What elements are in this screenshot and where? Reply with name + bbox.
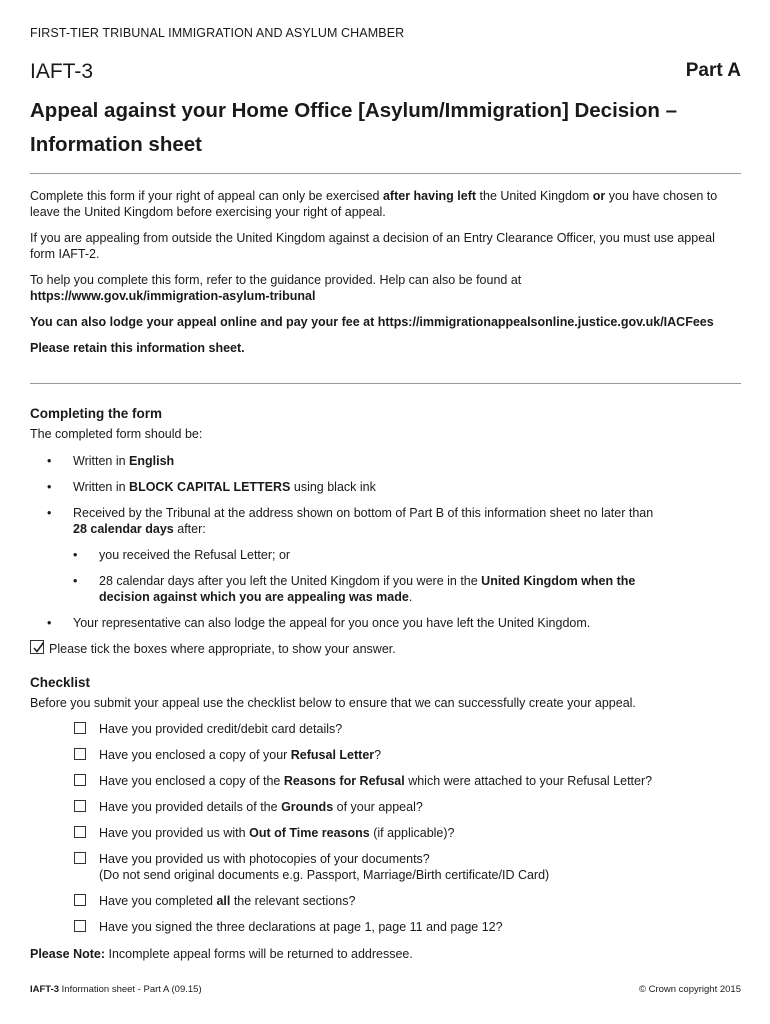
- checklist-item-out-of-time: [99, 825, 455, 841]
- bullet-2-marker: •: [47, 480, 52, 494]
- checklist-checkbox-grounds[interactable]: [74, 800, 86, 812]
- sub-bullet-1-text: you received the Refusal Letter; or: [99, 548, 291, 562]
- bullet-1-text: [73, 453, 174, 469]
- checklist-heading: Checklist: [30, 675, 91, 690]
- checklist-item-card-details: Have you provided credit/debit card details?: [99, 722, 343, 736]
- bullet-2-text-a: Written in: [73, 480, 130, 494]
- item5-text-a: Have you provided us with: [99, 826, 250, 840]
- bullet-2-bold: BLOCK CAPITAL LETTERS: [129, 480, 291, 494]
- intro-paragraph-1: [30, 188, 741, 220]
- footer-copyright: © Crown copyright 2015: [638, 984, 741, 995]
- intro-paragraph-2: If you are appealing from outside the United Kingdom against a decision of an Entry Clearance Officer, you must use appeal form IAFT-2.: [30, 231, 715, 261]
- guidance-link[interactable]: https://www.gov.uk/immigration-asylum-tribunal: [30, 289, 316, 303]
- intro-p1-bold-b: or: [592, 189, 606, 203]
- item3-bold: Reasons for Refusal: [283, 774, 405, 788]
- bullet-1-marker: •: [47, 454, 52, 468]
- completing-form-lead: The completed form should be:: [30, 427, 203, 441]
- intro-p1-text-a: Complete this form if your right of appeal can only be exercised: [30, 189, 383, 203]
- checklist-item-all-sections: [99, 893, 355, 909]
- intro-p1-text-c: you have chosen to leave the United Kingdom before exercising your right of appeal.: [30, 189, 718, 219]
- title-line-2: Information sheet: [30, 133, 202, 156]
- online-appeal-paragraph: You can also lodge your appeal online and pay your fee at https://immigrationappealsonline.justice.gov.uk/IACFees: [30, 315, 714, 329]
- item4-text-c: of your appeal?: [333, 800, 423, 814]
- item4-text-a: Have you provided details of the: [99, 800, 282, 814]
- chamber-heading: FIRST-TIER TRIBUNAL IMMIGRATION AND ASYLUM CHAMBER: [30, 26, 405, 40]
- intro-p1-text-b: the United Kingdom: [476, 189, 593, 203]
- checklist-item-photocopies: [99, 851, 549, 883]
- bullet-1-bold: English: [129, 454, 175, 468]
- title-line-1: Appeal against your Home Office [Asylum/Immigration] Decision –: [30, 99, 678, 122]
- note-label: Please Note:: [30, 947, 106, 961]
- sub-bullet-2-text-c: .: [408, 590, 413, 604]
- checklist-item-reasons-for-refusal: [99, 773, 652, 789]
- part-label: Part A: [685, 60, 741, 81]
- retain-sheet-paragraph: Please retain this information sheet.: [30, 341, 245, 355]
- sub-bullet-2-marker: •: [73, 574, 78, 588]
- checklist-checkbox-declarations[interactable]: [74, 920, 86, 932]
- item4-bold: Grounds: [281, 800, 334, 814]
- tick-instruction: Please tick the boxes where appropriate, to show your answer.: [49, 642, 396, 656]
- sub-bullet-2-text: [99, 573, 635, 605]
- footer-form-info: [30, 984, 202, 995]
- incomplete-note: [30, 946, 413, 962]
- bullet-4-text: Your representative can also lodge the appeal for you once you have left the United Kingdom.: [73, 616, 591, 630]
- bullet-3-bold: 28 calendar days: [73, 522, 174, 536]
- checklist-checkbox-all-sections[interactable]: [74, 894, 86, 906]
- bullet-2-text-b: using black ink: [290, 480, 376, 494]
- intro-p3-text: To help you complete this form, refer to the guidance provided. Help can also be found at: [30, 273, 522, 287]
- item6-line-2: (Do not send original documents e.g. Passport, Marriage/Birth certificate/ID Card): [99, 868, 550, 882]
- sub-bullet-2-line-1: [99, 573, 635, 589]
- footer-desc: Information sheet - Part A (09.15): [59, 984, 202, 995]
- item5-bold: Out of Time reasons: [249, 826, 370, 840]
- note-text: Incomplete appeal forms will be returned to addressee.: [105, 947, 413, 961]
- item7-text-c: the relevant sections?: [230, 894, 356, 908]
- item3-text-a: Have you enclosed a copy of the: [99, 774, 284, 788]
- bullet-3-line-2: [73, 521, 653, 537]
- checklist-item-grounds: [99, 799, 423, 815]
- sub-bullet-2-bold-b: decision against which you are appealing was made: [99, 590, 409, 604]
- checklist-item-declarations: Have you signed the three declarations at page 1, page 11 and page 12?: [99, 920, 503, 934]
- form-code: IAFT-3: [30, 60, 94, 83]
- sub-bullet-1-marker: •: [73, 548, 78, 562]
- bullet-2-text: [73, 479, 376, 495]
- bullet-4-marker: •: [47, 616, 52, 630]
- item5-text-c: (if applicable)?: [369, 826, 455, 840]
- checklist-lead: Before you submit your appeal use the checklist below to ensure that we can successfully create your appeal.: [30, 696, 636, 710]
- completing-form-heading: Completing the form: [30, 406, 162, 421]
- sub-bullet-2-line-2: [99, 589, 635, 605]
- item2-bold: Refusal Letter: [290, 748, 375, 762]
- checklist-checkbox-out-of-time[interactable]: [74, 826, 86, 838]
- sub-bullet-2-bold-a: United Kingdom when the: [481, 574, 636, 588]
- footer-code: IAFT-3: [30, 984, 60, 995]
- information-sheet-page: [30, 0, 741, 1024]
- bullet-3-line-1: Received by the Tribunal at the address shown on bottom of Part B of this information sheet no later than: [73, 506, 654, 520]
- checklist-item-refusal-letter: [99, 747, 381, 763]
- bullet-3-text: [73, 505, 653, 537]
- item7-text-a: Have you completed: [99, 894, 217, 908]
- item2-text-a: Have you enclosed a copy of your: [99, 748, 291, 762]
- checklist-checkbox-reasons-for-refusal[interactable]: [74, 774, 86, 786]
- divider-top: [30, 173, 741, 174]
- item6-line-1: Have you provided us with photocopies of your documents?: [99, 852, 430, 866]
- divider-middle: [30, 383, 741, 384]
- intro-paragraph-3: [30, 272, 741, 304]
- intro-p1-bold-a: after having left: [382, 189, 477, 203]
- bullet-3-text-c: after:: [173, 522, 206, 536]
- tick-example-checkbox: [30, 640, 44, 654]
- checklist-checkbox-refusal-letter[interactable]: [74, 748, 86, 760]
- item7-bold: all: [216, 894, 231, 908]
- page-title: [30, 94, 677, 162]
- item2-text-c: ?: [374, 748, 382, 762]
- checklist-checkbox-card-details[interactable]: [74, 722, 86, 734]
- checkmark-icon: [32, 641, 45, 654]
- sub-bullet-2-text-a: 28 calendar days after you left the United Kingdom if you were in the: [99, 574, 482, 588]
- bullet-3-marker: •: [47, 506, 52, 520]
- item3-text-c: which were attached to your Refusal Letter?: [404, 774, 653, 788]
- checklist-checkbox-photocopies[interactable]: [74, 852, 86, 864]
- bullet-1-text-a: Written in: [73, 454, 130, 468]
